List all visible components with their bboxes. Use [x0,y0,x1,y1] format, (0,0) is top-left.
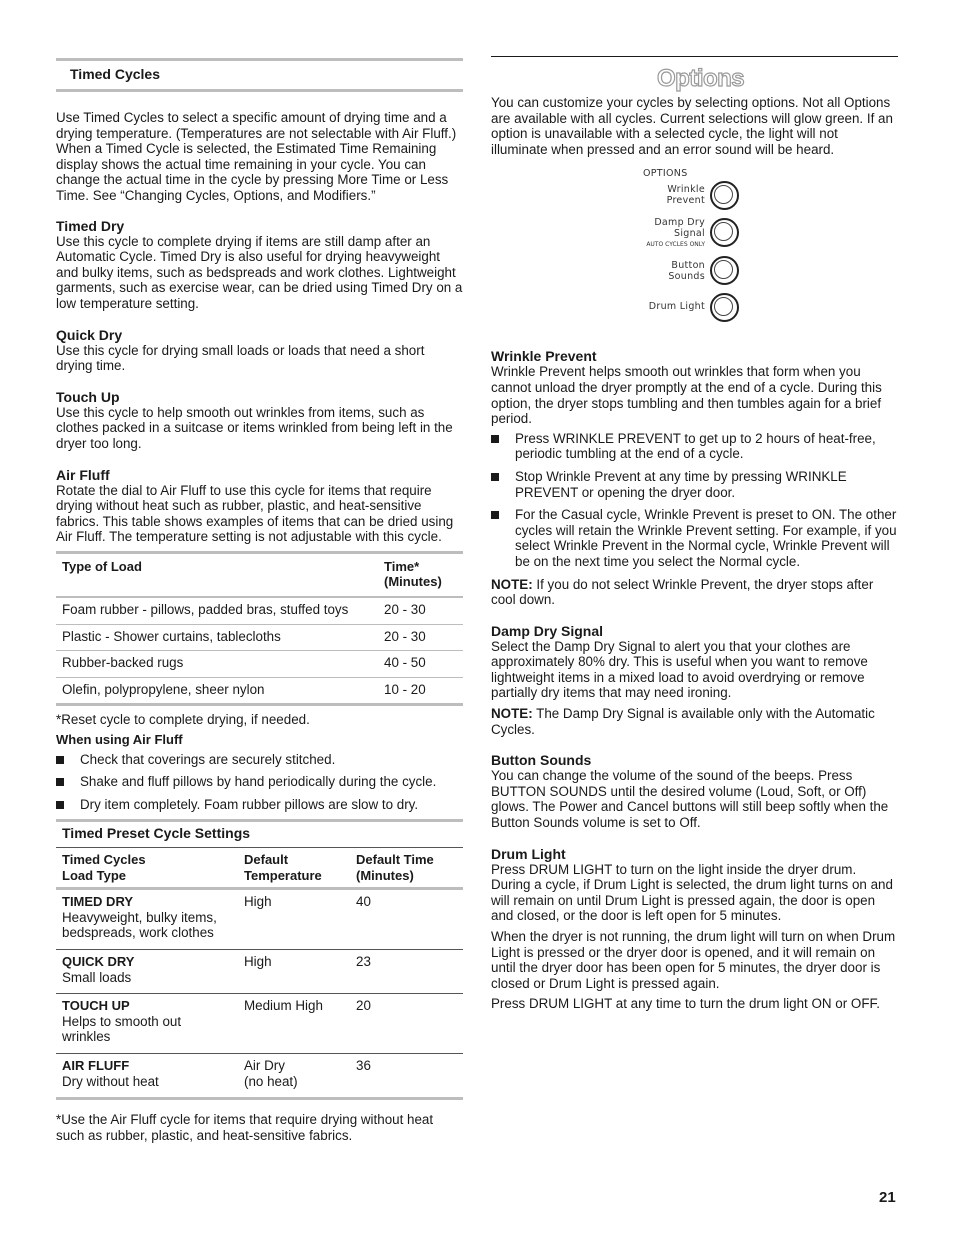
page-title: Options [657,65,745,92]
load-time-cell: 10 - 20 [384,681,426,697]
preset-header-time: Default Time (Minutes) [350,848,463,889]
button-sounds-text: You can change the volume of the sound of the beeps. Press BUTTON SOUNDS until the desired volume (Loud, Soft, or Off) glows. The Power and Cancel buttons will still beep softly when the Button Sounds volume is set to Off. [491,768,889,831]
list-item: Press WRINKLE PREVENT to get up to 2 hours of heat-free, periodic tumbling at the end of a cycle. [491,431,898,462]
reset-note: *Reset cycle to complete drying, if needed. [56,712,310,728]
preset-header-temp: Default Temperature [238,848,350,889]
table-row [56,889,463,950]
when-using-label: When using Air Fluff [56,732,183,748]
wrinkle-prevent-label: Wrinkle Prevent [666,184,705,206]
damp-dry-title: Damp Dry Signal [491,622,604,639]
button-sounds-section [491,752,898,830]
quick-dry-text: Use this cycle for drying small loads or loads that need a short drying time. [56,342,425,374]
preset-time-cell: 23 [350,949,463,993]
preset-load-cell: TIMED DRY Heavyweight, bulky items, bedspreads, work clothes [56,889,238,950]
page-number: 21 [879,1189,896,1206]
button-sounds-button-icon [710,256,739,285]
air-fluff-text: Rotate the dial to Air Fluff to use this cycle for items that require drying without heat such as rubber, plastic, and heat-sensitive fabrics. This table shows examples of items that can be dried using Air Fluff. The temperature setting is not adjustable with this cycle. [56,482,454,545]
wrinkle-prevent-section [491,348,898,607]
load-type-cell: Olefin, polypropylene, sheer nylon [62,681,265,697]
top-divider [491,56,898,57]
table-row [56,994,463,1054]
preset-load-cell: QUICK DRY Small loads [56,949,238,993]
preset-load-cell: TOUCH UP Helps to smooth out wrinkles [56,994,238,1054]
air-fluff-section [56,467,463,545]
damp-dry-text: Select the Damp Dry Signal to alert you that your clothes are approximately 80% dry. This is useful when you want to remove lightweight items in a mixed load to avoid overdrying or remove partially dry items that may need ironing. [491,638,868,701]
drum-light-text-2: When the dryer is not running, the drum light will turn on when Drum Light is pressed or the dryer door is opened, and it will remain on until the dryer door has been open for 5 minutes, the dryer door is closed or Drum Light is pressed again. [491,929,896,991]
drum-light-text-1: Press DRUM LIGHT to turn on the light inside the dryer drum. During a cycle, if Drum Light is selected, the drum light turns on and will remain on until Drum Light is pressed again, the door is open and closed, or the door is left open for 5 minutes. [491,861,893,924]
load-type-header: Type of Load [56,552,378,597]
preset-time-cell: 36 [356,1057,371,1073]
button-sounds-title: Button Sounds [491,752,592,769]
air-fluff-title: Air Fluff [56,466,110,483]
preset-time-cell: 20 [350,994,463,1054]
drum-light-title: Drum Light [491,845,566,862]
preset-header-load: Timed Cycles Load Type [56,848,238,889]
auto-cycles-only-label: AUTO CYCLES ONLY [646,241,705,249]
table-row [56,677,463,705]
load-time-cell: 40 - 50 [378,651,463,678]
drum-light-label: Drum Light [648,301,705,313]
options-intro: You can customize your cycles by selecting options. Not all Options are available with all cycles. Current selections will glow green. If an option is unavailable with a selected cycle, the light will not illuminate when pressed and an error sound will be heard. [491,95,893,157]
button-sounds-label: Button Sounds [668,260,705,282]
preset-temp-cell: High [238,889,350,950]
touch-up-section [56,389,463,452]
drum-light-section [491,846,898,1012]
preset-temp-cell: Air Dry (no heat) [244,1057,298,1089]
drum-light-text-3: Press DRUM LIGHT at any time to turn the drum light ON or OFF. [491,996,880,1012]
options-panel-illustration [491,165,898,333]
table-row [56,597,463,624]
list-item: For the Casual cycle, Wrinkle Prevent is preset to ON. The other cycles will retain the Wrinkle Prevent setting. For example, if you select Wrinkle Prevent in the Normal cycle, Wrinkle Prevent will be on the next time you select the Normal cycle. [491,507,898,569]
load-time-header: Time* (Minutes) [378,552,463,597]
drum-light-button-icon [710,293,739,322]
left-column [56,58,463,1143]
preset-settings-table [56,847,463,1100]
panel-header: OPTIONS [643,168,688,180]
damp-dry-label: Damp Dry Signal [654,217,705,239]
wrinkle-prevent-note: NOTE: If you do not select Wrinkle Prevent, the dryer stops after cool down. [491,576,874,608]
preset-temp-cell: High [238,949,350,993]
load-time-cell: 20 - 30 [378,597,463,624]
wrinkle-prevent-button-icon [710,181,739,210]
list-item: Check that coverings are securely stitched. [56,752,463,768]
load-type-cell: Plastic - Shower curtains, tablecloths [56,624,378,651]
table-row [56,949,463,993]
list-item: Shake and fluff pillows by hand periodically during the cycle. [56,774,463,790]
quick-dry-section [56,327,463,374]
air-fluff-bullets [56,752,463,813]
right-column [491,56,898,1012]
touch-up-text: Use this cycle to help smooth out wrinkles from items, such as clothes packed in a suitcase or items wrinkled from being left in the dryer too long. [56,404,453,451]
timed-dry-section [56,218,463,312]
preset-temp-cell: Medium High [238,994,350,1054]
list-item: Dry item completely. Foam rubber pillows are slow to dry. [56,797,463,813]
touch-up-title: Touch Up [56,388,120,405]
wrinkle-prevent-bullets [491,431,898,570]
timed-cycles-header: Timed Cycles [56,58,463,92]
air-fluff-load-table [56,551,463,707]
list-item: Stop Wrinkle Prevent at any time by pressing WRINKLE PREVENT or opening the dryer door. [491,469,898,500]
damp-dry-section [491,623,898,738]
timed-dry-text: Use this cycle to complete drying if items are still damp after an Automatic Cycle. Timed Dry is also useful for drying heavyweight and bulky items, such as bedspreads and work clothes. Lightweight garments, such as exercise wear, can be dried using Timed Dry on a low temperature setting. [56,233,463,311]
timed-cycles-intro: Use Timed Cycles to select a specific amount of drying time and a drying temperature. (Temperatures are not selectable with Air Fluff.) When a Timed Cycle is selected, the Estimated Time Remaining display shows the actual time remaining in your cycle. You can change the actual time in the cycle by pressing More Time or Less Time. See “Changing Cycles, Options, and Modifiers.” [56,110,457,203]
timed-dry-title: Timed Dry [56,217,125,234]
wrinkle-prevent-text: Wrinkle Prevent helps smooth out wrinkles that form when you cannot unload the dryer promptly at the end of a cycle. During this option, the dryer stops tumbling and then tumbles again for a brief period. [491,364,882,427]
preset-table-title: Timed Preset Cycle Settings [56,819,463,847]
load-type-cell: Rubber-backed rugs [56,651,378,678]
preset-load-cell: AIR FLUFF Dry without heat [62,1057,159,1089]
damp-dry-note: NOTE: The Damp Dry Signal is available only with the Automatic Cycles. [491,706,875,737]
load-type-cell: Foam rubber - pillows, padded bras, stuffed toys [56,597,378,624]
table-row [56,624,463,651]
damp-dry-button-icon [710,218,739,247]
load-time-cell: 20 - 30 [378,624,463,651]
quick-dry-title: Quick Dry [56,326,123,343]
air-fluff-footnote: *Use the Air Fluff cycle for items that require drying without heat such as rubber, plastic, and heat-sensitive fabrics. [56,1112,434,1143]
table-row [56,651,463,678]
preset-time-cell: 40 [350,889,463,950]
wrinkle-prevent-title: Wrinkle Prevent [491,348,597,365]
table-row [56,1053,463,1098]
